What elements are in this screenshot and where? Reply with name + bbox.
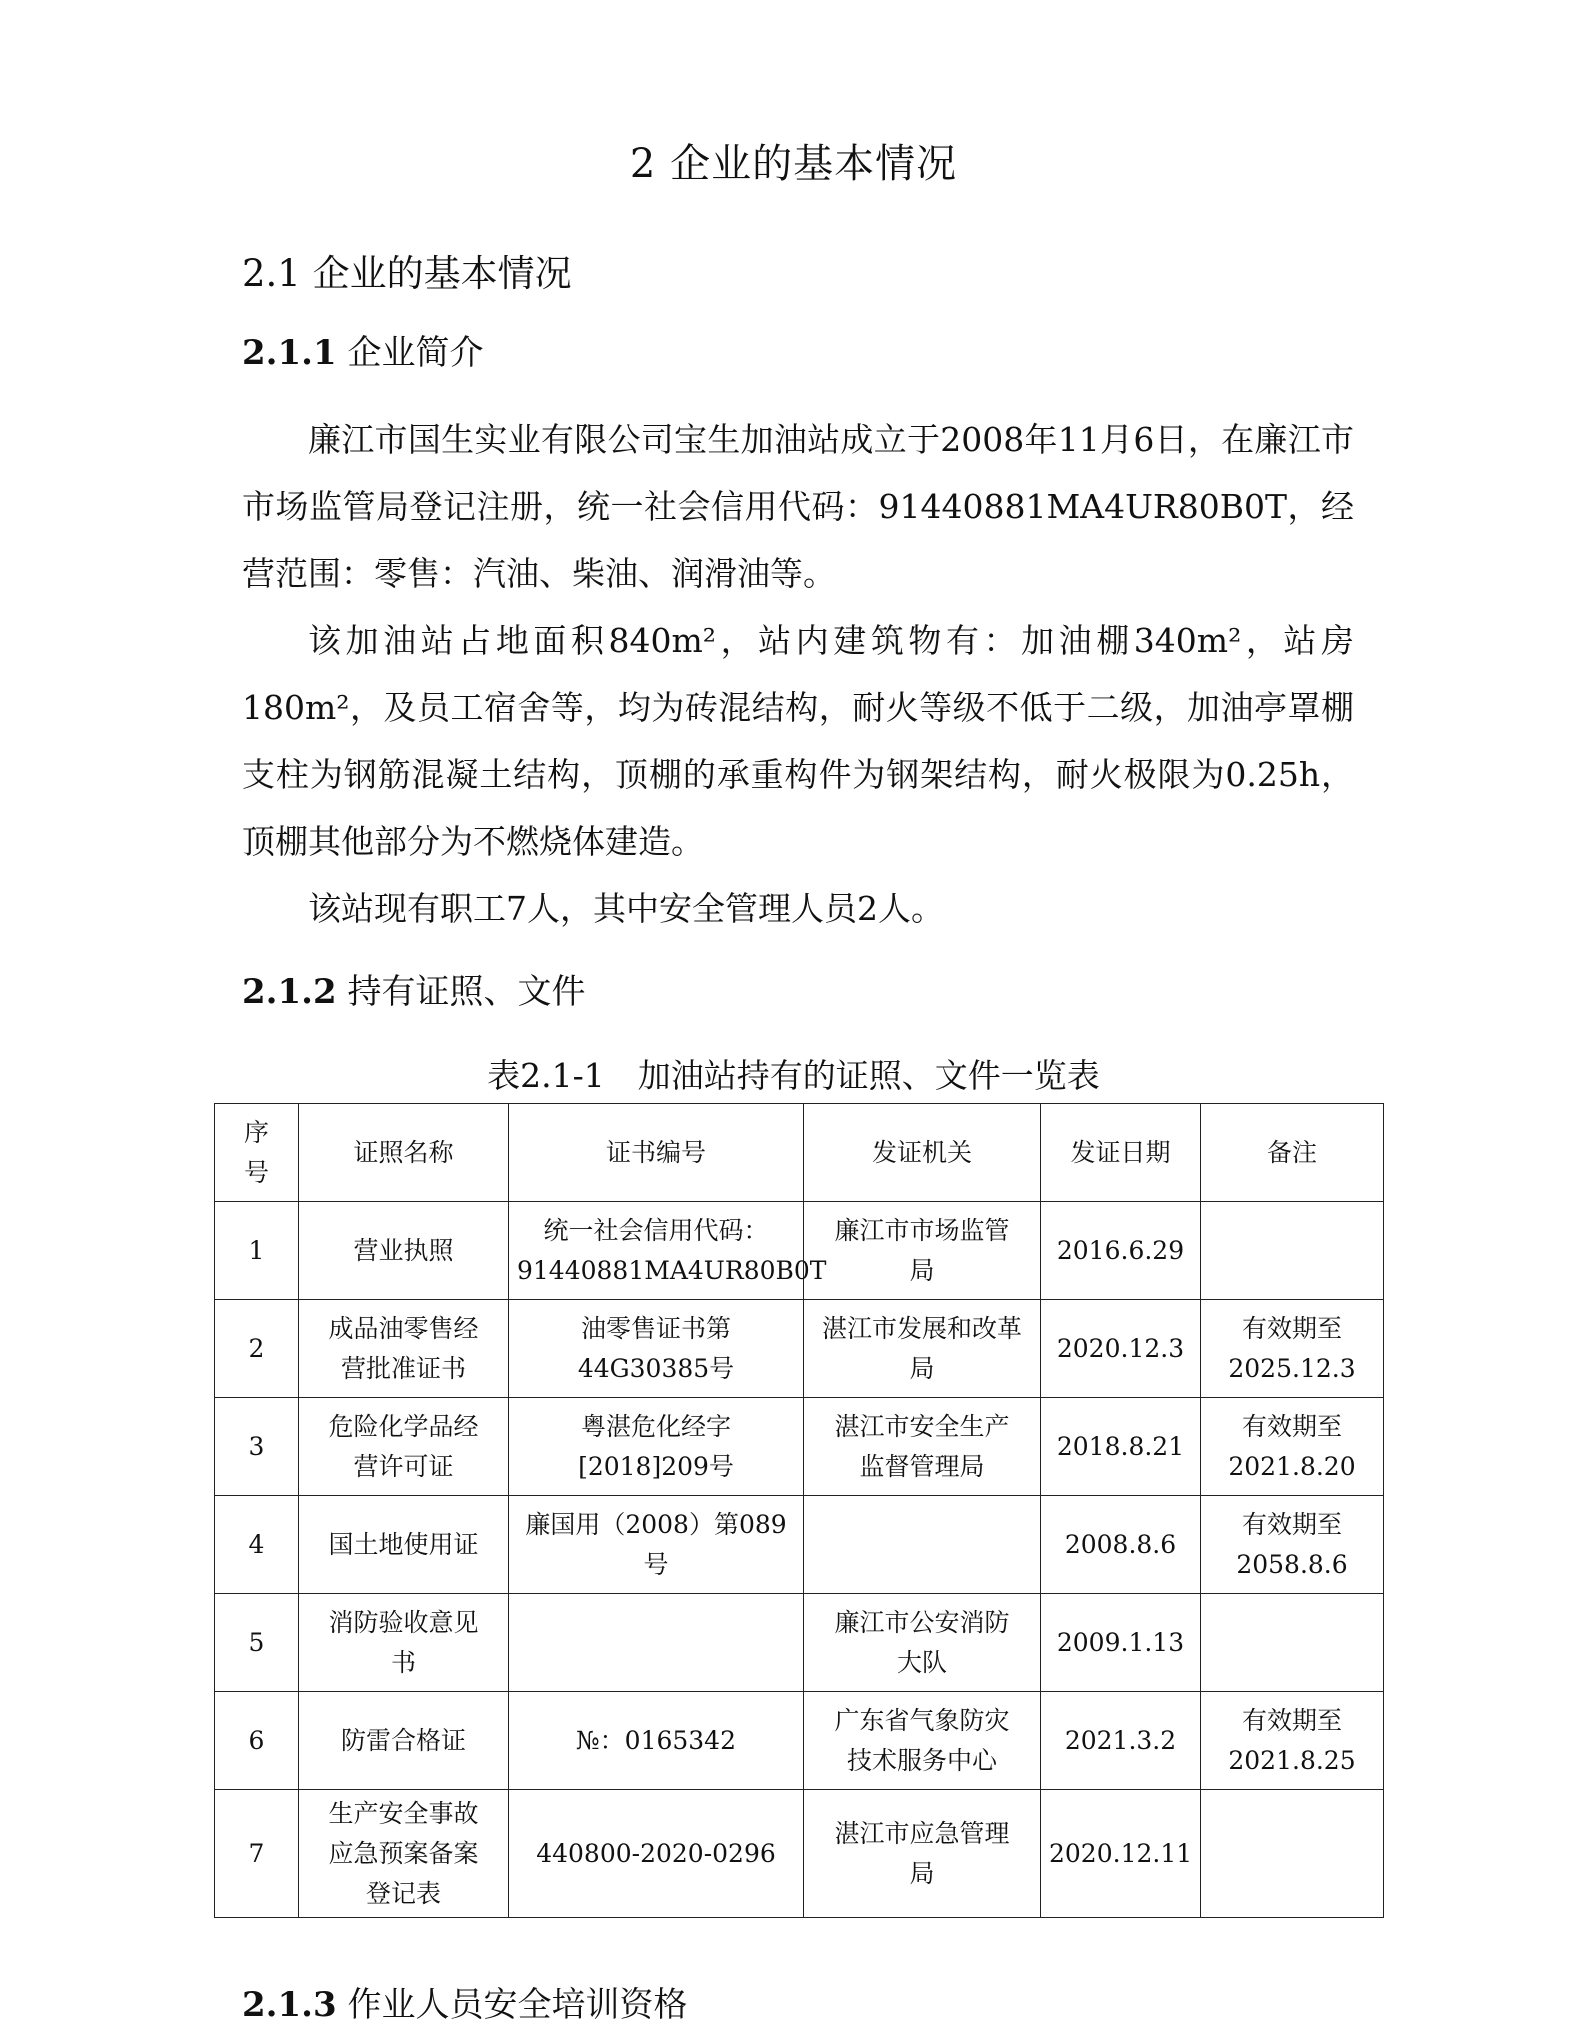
cell-remarks: 有效期至 2058.8.6 [1201,1496,1384,1594]
section-title: 持有证照、文件 [347,972,586,1012]
table-header-row [215,1104,1384,1202]
header-remarks: 备注 [1201,1104,1384,1202]
cell-index: 5 [215,1594,299,1692]
cell-issue-date: 2009.1.13 [1041,1594,1201,1692]
table-row [215,1692,1384,1790]
intro-paragraph-1: 廉江市国生实业有限公司宝生加油站成立于2008年11月6日，在廉江市市场监管局登记注册，统一社会信用代码：91440881MA4UR80B0T，经营范围：零售：汽油、柴油、润滑油等。 [242,420,1354,593]
cell-issuer: 廉江市公安消防 大队 [804,1594,1041,1692]
header-issuer: 发证机关 [804,1104,1041,1202]
cell-cert-number: №：0165342 [509,1692,804,1790]
cell-cert-number: 440800-2020-0296 [509,1790,804,1918]
cell-cert-number: 油零售证书第 44G30385号 [509,1300,804,1398]
cell-cert-name: 危险化学品经 营许可证 [299,1398,509,1496]
cell-cert-name: 国土地使用证 [299,1496,509,1594]
cell-issuer: 湛江市发展和改革 局 [804,1300,1041,1398]
cell-issuer [804,1496,1041,1594]
certificates-table [214,1103,1384,1918]
cell-index: 1 [215,1202,299,1300]
header-cert-name: 证照名称 [299,1104,509,1202]
intro-paragraph-3: 该站现有职工7人，其中安全管理人员2人。 [308,889,944,928]
cell-cert-number: 统一社会信用代码： 91440881MA4UR80B0T [509,1202,804,1300]
cell-issue-date: 2016.6.29 [1041,1202,1201,1300]
cell-issue-date: 2018.8.21 [1041,1398,1201,1496]
section-2-1-3-heading [242,1981,687,2029]
table-row [215,1790,1384,1918]
cell-cert-name: 成品油零售经 营批准证书 [299,1300,509,1398]
intro-paragraph-2: 该加油站占地面积840m²，站内建筑物有：加油棚340m²，站房180m²，及员工宿舍等，均为砖混结构，耐火等级不低于二级，加油亭罩棚支柱为钢筋混凝土结构，顶棚的承重构件为钢架结构，耐火极限为0.25h，顶棚其他部分为不燃烧体建造。 [242,621,1354,861]
section-number: 2.1.1 [242,333,337,373]
section-number: 2.1.2 [242,972,337,1012]
cell-cert-name: 生产安全事故 应急预案备案 登记表 [299,1790,509,1918]
section-title: 企业简介 [347,333,484,373]
header-index: 序 号 [215,1104,299,1202]
cell-remarks [1201,1202,1384,1300]
cell-cert-name: 消防验收意见 书 [299,1594,509,1692]
table-row [215,1300,1384,1398]
cell-cert-name: 防雷合格证 [299,1692,509,1790]
cell-issuer: 湛江市应急管理 局 [804,1790,1041,1918]
cell-issuer: 廉江市市场监管 局 [804,1202,1041,1300]
cell-index: 3 [215,1398,299,1496]
table-row [215,1594,1384,1692]
cell-cert-number: 粤湛危化经字 [2018]209号 [509,1398,804,1496]
cell-issue-date: 2020.12.11 [1041,1790,1201,1918]
table-row [215,1496,1384,1594]
cell-remarks: 有效期至 2021.8.25 [1201,1692,1384,1790]
section-2-1-1-heading [242,329,483,377]
table-row [215,1202,1384,1300]
cell-cert-number [509,1594,804,1692]
cell-remarks [1201,1790,1384,1918]
cell-issue-date: 2008.8.6 [1041,1496,1201,1594]
cell-cert-number: 廉国用（2008）第089 号 [509,1496,804,1594]
cell-index: 4 [215,1496,299,1594]
cell-index: 7 [215,1790,299,1918]
table-caption: 表2.1-1 加油站持有的证照、文件一览表 [487,1056,1100,1095]
header-issue-date: 发证日期 [1041,1104,1201,1202]
section-2-1-2-heading [242,968,585,1016]
cell-cert-name: 营业执照 [299,1202,509,1300]
section-title: 作业人员安全培训资格 [347,1985,688,2025]
intro-text [242,406,1354,942]
section-2-1-heading: 2.1 企业的基本情况 [242,252,572,295]
table-row [215,1398,1384,1496]
cell-remarks: 有效期至 2021.8.20 [1201,1398,1384,1496]
cell-issue-date: 2021.3.2 [1041,1692,1201,1790]
cell-index: 6 [215,1692,299,1790]
cell-issue-date: 2020.12.3 [1041,1300,1201,1398]
chapter-title: 2 企业的基本情况 [629,141,958,187]
cell-remarks: 有效期至 2025.12.3 [1201,1300,1384,1398]
cell-index: 2 [215,1300,299,1398]
cell-remarks [1201,1594,1384,1692]
cell-issuer: 广东省气象防灾 技术服务中心 [804,1692,1041,1790]
section-number: 2.1.3 [242,1985,337,2025]
cell-issuer: 湛江市安全生产 监督管理局 [804,1398,1041,1496]
header-cert-number: 证书编号 [509,1104,804,1202]
